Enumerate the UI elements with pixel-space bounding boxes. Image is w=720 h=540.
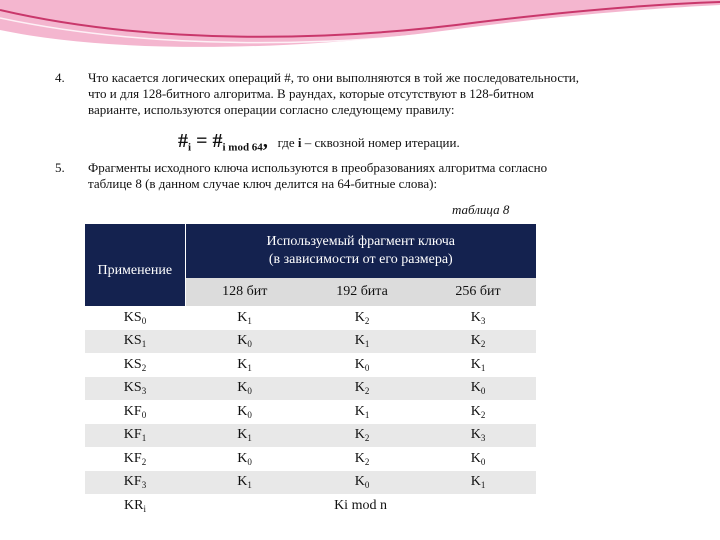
row-name [85, 424, 185, 448]
cell-256 [420, 377, 536, 401]
formula-rhs: # [212, 130, 223, 152]
key-index: 1 [247, 362, 252, 373]
key-index: 1 [480, 362, 486, 373]
cell-256 [420, 330, 536, 354]
item-number-5: 5. [55, 160, 65, 175]
row-name-subscript: 1 [141, 433, 147, 444]
cell-192 [304, 471, 420, 495]
cell-192 [304, 377, 420, 401]
row-name-subscript: 2 [141, 456, 147, 467]
cell-256 [420, 400, 536, 424]
key-index: 2 [364, 456, 370, 467]
cell-192 [304, 447, 420, 471]
table-row [85, 306, 536, 330]
key-letter: K [470, 309, 481, 325]
key-index: 3 [480, 433, 486, 444]
item-number-4: 4. [55, 70, 65, 85]
row-name-subscript: 0 [141, 409, 147, 420]
cell-192 [304, 424, 420, 448]
row-name-base: KR [124, 497, 144, 513]
table-row [85, 330, 536, 354]
key-fragment-table [85, 224, 536, 518]
key-index: 2 [480, 409, 486, 420]
paragraph-line: варианте, используются операции согласно следующему правилу: [88, 102, 455, 117]
header-line-2: (в зависимости от его размера) [268, 251, 453, 267]
table-row [85, 353, 536, 377]
formula-lhs: # [178, 130, 188, 152]
cell-128 [185, 447, 304, 471]
key-letter: K [470, 474, 481, 490]
key-letter: K [237, 450, 248, 466]
formula [178, 130, 460, 154]
key-letter: K [354, 450, 365, 466]
key-letter: K [470, 380, 481, 396]
cell-128 [185, 377, 304, 401]
key-index: 1 [364, 339, 370, 350]
key-index: 0 [364, 480, 370, 491]
row-name-base: KF [123, 403, 142, 419]
cell-128 [185, 330, 304, 354]
row-name-subscript: 3 [141, 480, 147, 491]
formula-where-text: – сквозной номер итерации. [301, 135, 460, 150]
row-name [85, 447, 185, 471]
formula-where-var: i [297, 135, 302, 150]
key-letter: K [354, 403, 365, 419]
key-letter: K [237, 309, 248, 325]
key-index: 0 [480, 386, 486, 397]
cell-256 [420, 306, 536, 330]
key-index: 0 [247, 339, 252, 350]
ki-mod-n-cell: Ki mod n [185, 494, 536, 518]
row-name-subscript: 0 [141, 315, 147, 326]
cell-256 [420, 353, 536, 377]
row-name-base: KF [123, 427, 142, 443]
top-wave-decoration [0, 0, 720, 60]
cell-256 [420, 447, 536, 471]
key-letter: K [470, 333, 481, 349]
key-index: 1 [364, 409, 370, 420]
key-index: 1 [480, 480, 486, 491]
key-letter: K [354, 380, 365, 396]
cell-192 [304, 330, 420, 354]
key-letter: K [237, 403, 248, 419]
row-name-base: KS [123, 356, 142, 372]
row-name-subscript: 2 [141, 362, 147, 373]
formula-comma: , [262, 130, 268, 152]
cell-192 [304, 353, 420, 377]
header-key-fragment [185, 224, 536, 278]
key-index: 1 [247, 433, 252, 444]
key-index: 2 [480, 339, 486, 350]
size-128: 128 бит [185, 278, 304, 306]
key-letter: K [354, 474, 365, 490]
header-application: Применение [85, 224, 185, 306]
cell-128 [185, 471, 304, 495]
key-letter: K [237, 427, 248, 443]
row-name [85, 306, 185, 330]
row-name [85, 377, 185, 401]
key-index: 0 [247, 386, 252, 397]
table-caption: таблица 8 [452, 202, 510, 217]
key-letter: K [237, 356, 248, 372]
key-letter: K [470, 356, 481, 372]
cell-128 [185, 400, 304, 424]
key-letter: K [354, 333, 365, 349]
table-row [85, 377, 536, 401]
key-letter: K [470, 403, 481, 419]
table-row [85, 447, 536, 471]
key-index: 0 [364, 362, 370, 373]
key-index: 1 [247, 315, 252, 326]
key-index: 1 [247, 480, 252, 491]
key-letter: K [237, 380, 248, 396]
formula-rhs-subscript: i mod 64 [222, 141, 263, 154]
row-name-base: KS [123, 333, 142, 349]
key-letter: K [354, 427, 365, 443]
cell-128 [185, 424, 304, 448]
cell-128 [185, 353, 304, 377]
key-letter: K [237, 474, 248, 490]
cell-128 [185, 306, 304, 330]
key-letter: K [354, 356, 365, 372]
paragraph-line: Фрагменты исходного ключа используются в преобразованиях алгоритма согласно [88, 160, 548, 175]
formula-equals: = [191, 130, 213, 152]
formula-lhs-subscript: i [188, 141, 192, 154]
row-name-base: KS [123, 380, 142, 396]
row-name-base: KS [123, 309, 142, 325]
row-name [85, 353, 185, 377]
key-letter: K [470, 450, 481, 466]
size-256: 256 бит [420, 278, 536, 306]
table-row-last [85, 494, 536, 518]
paragraph-line: таблице 8 (в данном случае ключ делится на 64-битные слова): [88, 176, 438, 191]
key-letter: K [237, 333, 248, 349]
cell-192 [304, 400, 420, 424]
key-index: 2 [364, 433, 370, 444]
key-letter: K [470, 427, 481, 443]
key-letter: K [354, 309, 365, 325]
cell-256 [420, 471, 536, 495]
key-index: 2 [364, 315, 370, 326]
cell-192 [304, 306, 420, 330]
row-name [85, 494, 185, 518]
paragraph-line: Что касается логических операций #, то они выполняются в той же последовательности, [88, 70, 580, 85]
row-name [85, 471, 185, 495]
row-name-base: KF [123, 474, 142, 490]
header-line-1: Используемый фрагмент ключа [266, 233, 456, 249]
size-192: 192 бита [304, 278, 420, 306]
table-row [85, 400, 536, 424]
row-name-base: KF [123, 450, 142, 466]
key-index: 2 [364, 386, 370, 397]
table-row [85, 424, 536, 448]
row-name-subscript: i [143, 503, 146, 514]
key-index: 0 [247, 409, 252, 420]
formula-where-prefix: где [267, 135, 298, 150]
key-index: 3 [480, 315, 486, 326]
paragraph-4 [88, 70, 648, 118]
paragraph-line: что и для 128-битного алгоритма. В раундах, которые отсутствуют в 128-битном [88, 86, 534, 101]
row-name [85, 400, 185, 424]
table-row [85, 471, 536, 495]
paragraph-5 [88, 160, 648, 192]
key-index: 0 [480, 456, 486, 467]
row-name [85, 330, 185, 354]
key-index: 0 [247, 456, 252, 467]
row-name-subscript: 3 [141, 386, 147, 397]
cell-256 [420, 424, 536, 448]
row-name-subscript: 1 [141, 339, 147, 350]
